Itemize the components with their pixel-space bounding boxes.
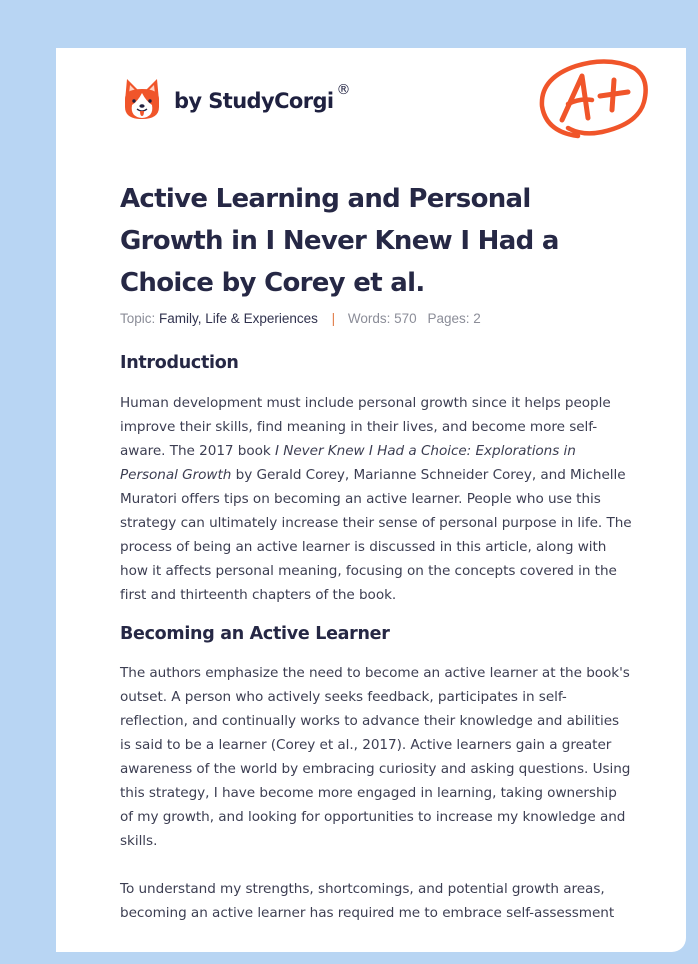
topic-label: Topic:	[120, 311, 156, 326]
logo-text: by StudyCorgi	[174, 89, 334, 113]
article-card	[56, 48, 686, 952]
a-plus-grade-icon	[538, 58, 650, 140]
article-meta	[120, 311, 481, 326]
meta-separator: |	[331, 311, 336, 326]
book-title-italic: I Never Knew I Had a Choice: Explorations in Personal Growth	[120, 443, 576, 483]
studycorgi-logo[interactable]	[122, 76, 351, 122]
corgi-icon	[122, 77, 162, 121]
page-count: Pages: 2	[427, 311, 481, 326]
paragraph-active-learner-1: The authors emphasize the need to become an active learner at the book's outset. A person who actively seeks feedback, participates in self-reflection, and continually works to advance their knowledge and abilities is said to be a learner (Corey et al., 2017). Active learners gain a greater awareness of the world by embracing curiosity and asking questions. Using this strategy, I have become more engaged in learning, taking ownership of my growth, and looking for opportunities to increase my knowledge and skills.	[120, 665, 631, 849]
paragraph-text: by Gerald Corey, Marianne Schneider Corey, and Michelle Muratori offers tips on becoming an active learner. People who use this strategy can ultimately increase their sense of personal purpose in life. The process of being an active learner is discussed in this article, along with how it affects personal meaning, focusing on the concepts covered in the first and thirteenth chapters of the book.	[120, 467, 632, 603]
article-title: Active Learning and Personal Growth in I Never Knew I Had a Choice by Corey et al.	[120, 184, 559, 298]
paragraph-active-learner-2: To understand my strengths, shortcomings, and potential growth areas, becoming an active learner has required me to embrace self-assessment	[120, 881, 615, 921]
word-count: Words: 570	[347, 311, 417, 326]
section-heading-introduction: Introduction	[120, 353, 239, 373]
topic-link[interactable]: Family, Life & Experiences	[159, 311, 318, 326]
paragraph-introduction	[120, 391, 632, 607]
registered-mark: ®	[336, 82, 351, 98]
paragraph-text: Human development must include personal growth since it helps people improve their skills, find meaning in their lives, and become more self-aware. The 2017 book	[120, 395, 611, 459]
section-heading-becoming-active-learner: Becoming an Active Learner	[120, 624, 390, 644]
